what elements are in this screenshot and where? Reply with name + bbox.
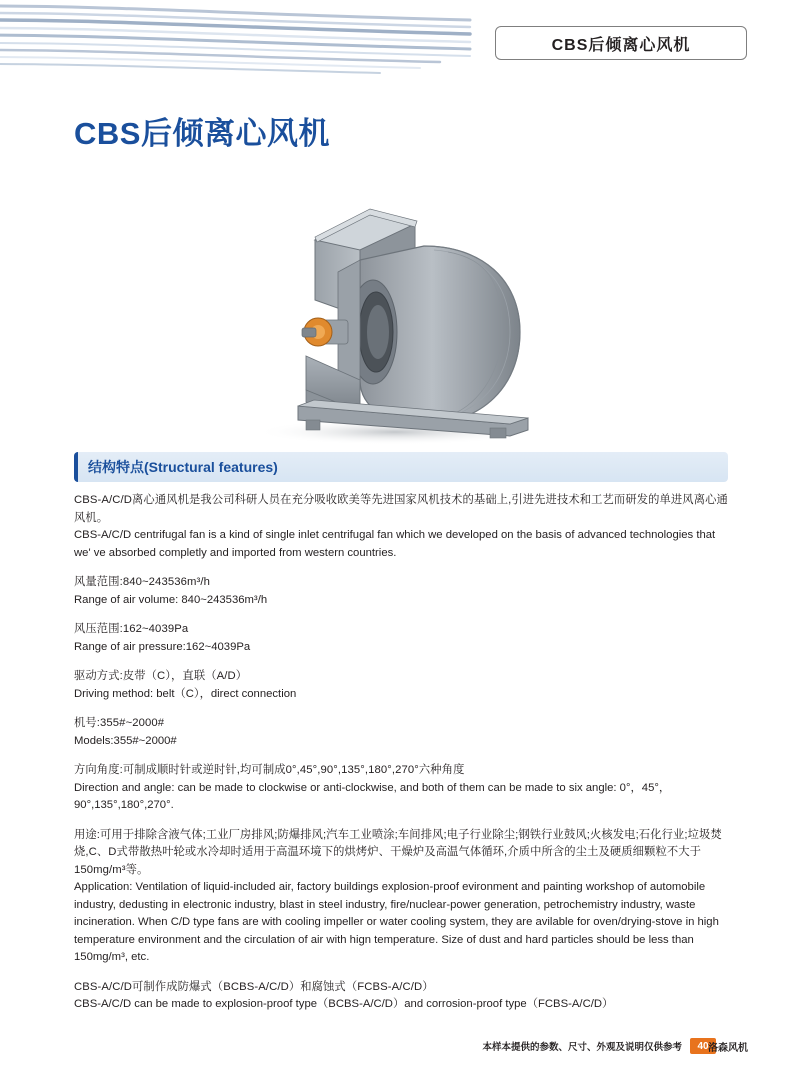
product-photo: [210, 180, 590, 450]
header-swoosh-decoration: [0, 0, 520, 78]
paragraph-models-cn: 机号:355#~2000#: [74, 717, 165, 729]
page-title: CBS后倾离心风机: [74, 116, 330, 151]
section-heading-label: 结构特点(Structural features): [88, 459, 278, 475]
structural-features-header: [74, 452, 728, 482]
header-title-badge: [495, 26, 747, 60]
paragraph-direction-angle-en: Direction and angle: can be made to clockwise or anti-clockwise, and both of them can be made to six angle: 0°，45°，90°,135°,180°,270°.: [74, 781, 671, 811]
paragraph-driving-method: [74, 668, 728, 703]
paragraph-models-en: Models:355#~2000#: [74, 734, 177, 747]
paragraph-intro-cn: CBS-A/C/D离心通风机是我公司科研人员在充分吸收欧美等先进国家风机技术的基础上,引进先进技术和工艺而研发的单进风离心通风机。: [74, 494, 728, 524]
features-content: [74, 492, 728, 1026]
paragraph-variants-en: CBS-A/C/D can be made to explosion-proof type（BCBS-A/C/D）and corrosion-proof type（FCBS-A/C/D）: [74, 998, 614, 1010]
paragraph-intro-en: CBS-A/C/D centrifugal fan is a kind of single inlet centrifugal fan which we developed on the basis of advanced technologies that we' ve absorbed completly and imported from western countries.: [74, 529, 716, 559]
footer-disclaimer: 本样本提供的参数、尺寸、外观及说明仅供参考: [482, 1042, 682, 1053]
page-number-badge: 40: [690, 1038, 716, 1054]
page-footer: [0, 1038, 794, 1056]
footer-brand-label: 洛森风机: [708, 1043, 748, 1054]
paragraph-air-volume: [74, 574, 728, 609]
paragraph-air-volume-cn: 风量范围:840~243536m³/h: [74, 576, 210, 588]
paragraph-variants: [74, 979, 728, 1014]
paragraph-air-pressure: [74, 621, 728, 656]
paragraph-driving-method-en: Driving method: belt（C），direct connection: [74, 687, 297, 700]
paragraph-intro: [74, 492, 728, 562]
paragraph-variants-cn: CBS-A/C/D可制作成防爆式（BCBS-A/C/D）和腐蚀式（FCBS-A/C/D）: [74, 980, 434, 993]
paragraph-application-en: Application: Ventilation of liquid-included air, factory buildings explosion-proof evironment and painting workshop of automobile industry, dedusting in electronic industry, blast in steel industry, fire/nuclear-power generation, petrochemistry industry, waste incineration. When C/D type fans are with cooling impeller or water cooling system, they are avilable for oven/drying-stove in high temperature environment and the circulation of air with hign temperature. Size of dust and hard particles should be less than 150mg/m³, etc.: [74, 881, 719, 963]
paragraph-air-volume-en: Range of air volume: 840~243536m³/h: [74, 593, 268, 606]
paragraph-driving-method-cn: 驱动方式:皮带（C），直联（A/D）: [74, 670, 248, 682]
paragraph-air-pressure-cn: 风压范围:162~4039Pa: [74, 623, 189, 635]
section-accent-bar: [74, 452, 78, 482]
paragraph-air-pressure-en: Range of air pressure:162~4039Pa: [74, 640, 251, 653]
paragraph-direction-angle-cn: 方向角度:可制成顺时针或逆时针,均可制成0°,45°,90°,135°,180°,270°六种角度: [74, 764, 465, 776]
paragraph-models: [74, 715, 728, 750]
paragraph-application-cn: 用途:可用于排除含液气体;工业厂房排风;防爆排风;汽车工业喷涂;车间排风;电子行业除尘;钢铁行业鼓风;火核发电;石化行业;垃圾焚烧,C、D式带散热叶轮或水冷却时适用于高温环境下的烘烤炉、干燥炉及高温气体循环,介质中所含的尘土及硬质细颗粒不大于150mg/m³等。: [74, 828, 722, 876]
header-badge-label: CBS后倾离心风机: [551, 36, 691, 54]
page-header: [0, 0, 794, 78]
paragraph-direction-angle: [74, 762, 728, 815]
paragraph-application: [74, 827, 728, 967]
